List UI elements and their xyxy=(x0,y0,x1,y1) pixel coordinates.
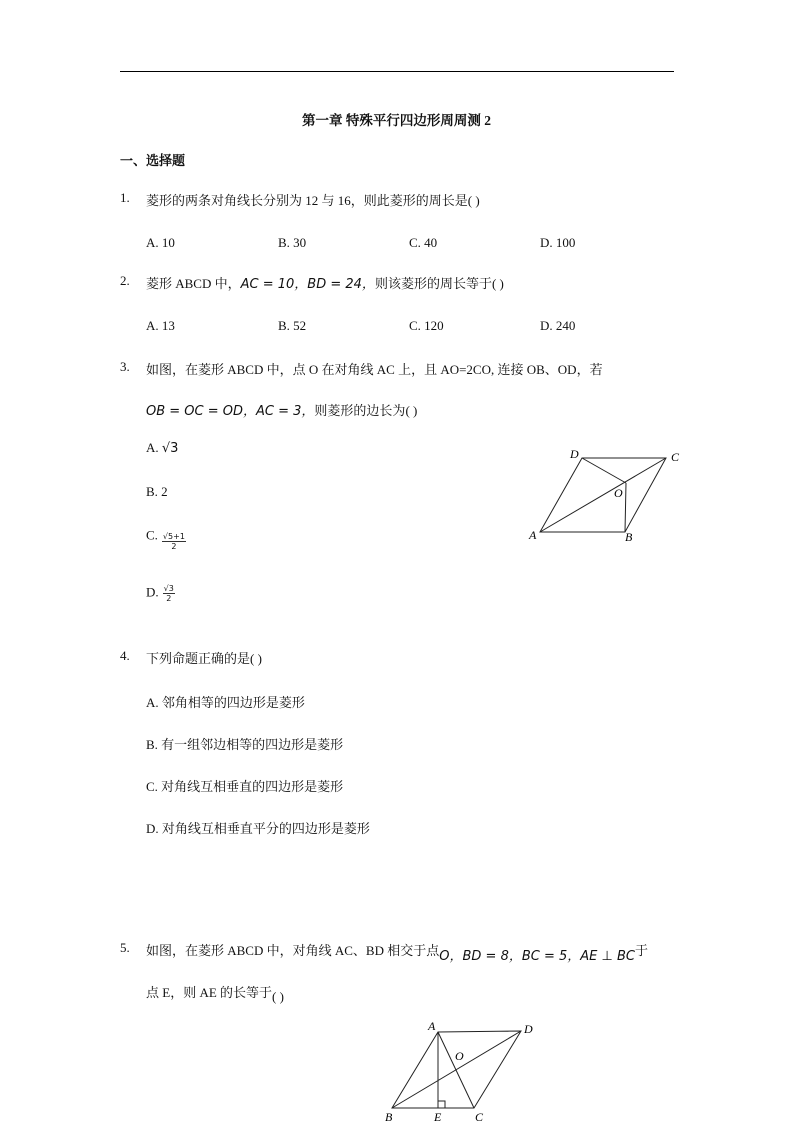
question-1-text xyxy=(146,190,480,209)
label-e: E xyxy=(434,1110,442,1122)
option: D. 240 xyxy=(540,318,576,333)
option-b: B. 2 xyxy=(146,484,168,499)
label-d: D xyxy=(570,447,579,461)
question-stem: 菱形 ABCD 中， xyxy=(146,276,241,291)
label-c: C xyxy=(475,1110,484,1122)
section-heading: 一、选择题 xyxy=(120,153,186,168)
answer-blank: ( ) xyxy=(405,403,418,418)
label-a: A xyxy=(529,528,537,542)
option-label: D. xyxy=(146,584,159,600)
option: B. 有一组邻边相等的四边形是菱形 xyxy=(146,737,344,752)
option: C. 40 xyxy=(409,235,438,250)
numerator: √3 xyxy=(163,584,174,593)
label-b: B xyxy=(385,1110,393,1122)
question-3-line2 xyxy=(146,400,417,419)
option: C. 对角线互相垂直的四边形是菱形 xyxy=(146,779,344,794)
question-2-text xyxy=(146,273,504,292)
question-number: 2. xyxy=(120,273,130,288)
option-a xyxy=(146,440,178,456)
page-title: 第一章 特殊平行四边形周周测 2 xyxy=(302,113,491,128)
question-stem: 于 xyxy=(634,943,648,958)
denominator: 2 xyxy=(166,594,172,603)
label-c: C xyxy=(671,450,680,464)
question-3-line1: 如图，在菱形 ABCD 中，点 O 在对角线 AC 上，且 AO=2CO, 连接 OB、OD，若 xyxy=(146,362,603,377)
option: A. 邻角相等的四边形是菱形 xyxy=(146,695,305,710)
label-d: D xyxy=(524,1022,533,1036)
option: B. 30 xyxy=(278,235,307,250)
numerator: √5+1 xyxy=(162,532,185,541)
option-c xyxy=(146,522,186,551)
fraction xyxy=(163,584,175,603)
answer-blank: ( ) xyxy=(467,193,480,208)
answer-blank: ( ) xyxy=(491,276,504,291)
option: A. 13 xyxy=(146,318,175,333)
option-label: A. xyxy=(146,440,159,455)
option: B. 52 xyxy=(278,318,307,333)
math-expression: O，BD = 8，BC = 5，AE ⊥ BC xyxy=(439,949,635,964)
question-stem: 如图，在菱形 ABCD 中，对角线 AC、BD 相交于点 xyxy=(146,943,440,958)
question-number: 5. xyxy=(120,940,130,955)
denominator: 2 xyxy=(171,542,177,551)
answer-blank: ( ) xyxy=(250,651,262,666)
option-d xyxy=(146,584,175,603)
math-expression: AC = 10，BD = 24， xyxy=(240,277,375,292)
option: D. 对角线互相垂直平分的四边形是菱形 xyxy=(146,821,370,836)
option-value: √3 xyxy=(161,441,179,456)
question-stem: 则菱形的边长为 xyxy=(314,403,406,418)
label-o: O xyxy=(455,1049,464,1063)
question-number: 1. xyxy=(120,190,130,205)
option: D. 100 xyxy=(540,235,576,250)
header-rule xyxy=(120,71,674,72)
question-number: 3. xyxy=(120,359,130,374)
fraction xyxy=(162,532,186,551)
label-o: O xyxy=(614,486,623,500)
question-stem: 下列命题正确的是 xyxy=(146,651,251,666)
question-stem: 菱形的两条对角线长分别为 12 与 16，则此菱形的周长是 xyxy=(146,193,468,208)
label-a: A xyxy=(428,1019,436,1033)
math-expression: OB = OC = OD，AC = 3， xyxy=(146,404,315,419)
question-5-line1 xyxy=(146,940,648,964)
question-4-text xyxy=(146,648,262,667)
answer-blank: ( ) xyxy=(272,989,284,1004)
question-number: 4. xyxy=(120,648,130,663)
question-stem: 点 E，则 AE 的长等于 xyxy=(146,985,273,1000)
question-5-line2 xyxy=(146,982,284,1004)
option-label: C. xyxy=(146,527,158,543)
rhombus-figure-q5 xyxy=(380,1015,540,1122)
rhombus-figure-q3 xyxy=(520,440,700,550)
question-stem: 则该菱形的周长等于 xyxy=(374,276,492,291)
option: A. 10 xyxy=(146,235,175,250)
label-b: B xyxy=(625,530,633,544)
option: C. 120 xyxy=(409,318,444,333)
